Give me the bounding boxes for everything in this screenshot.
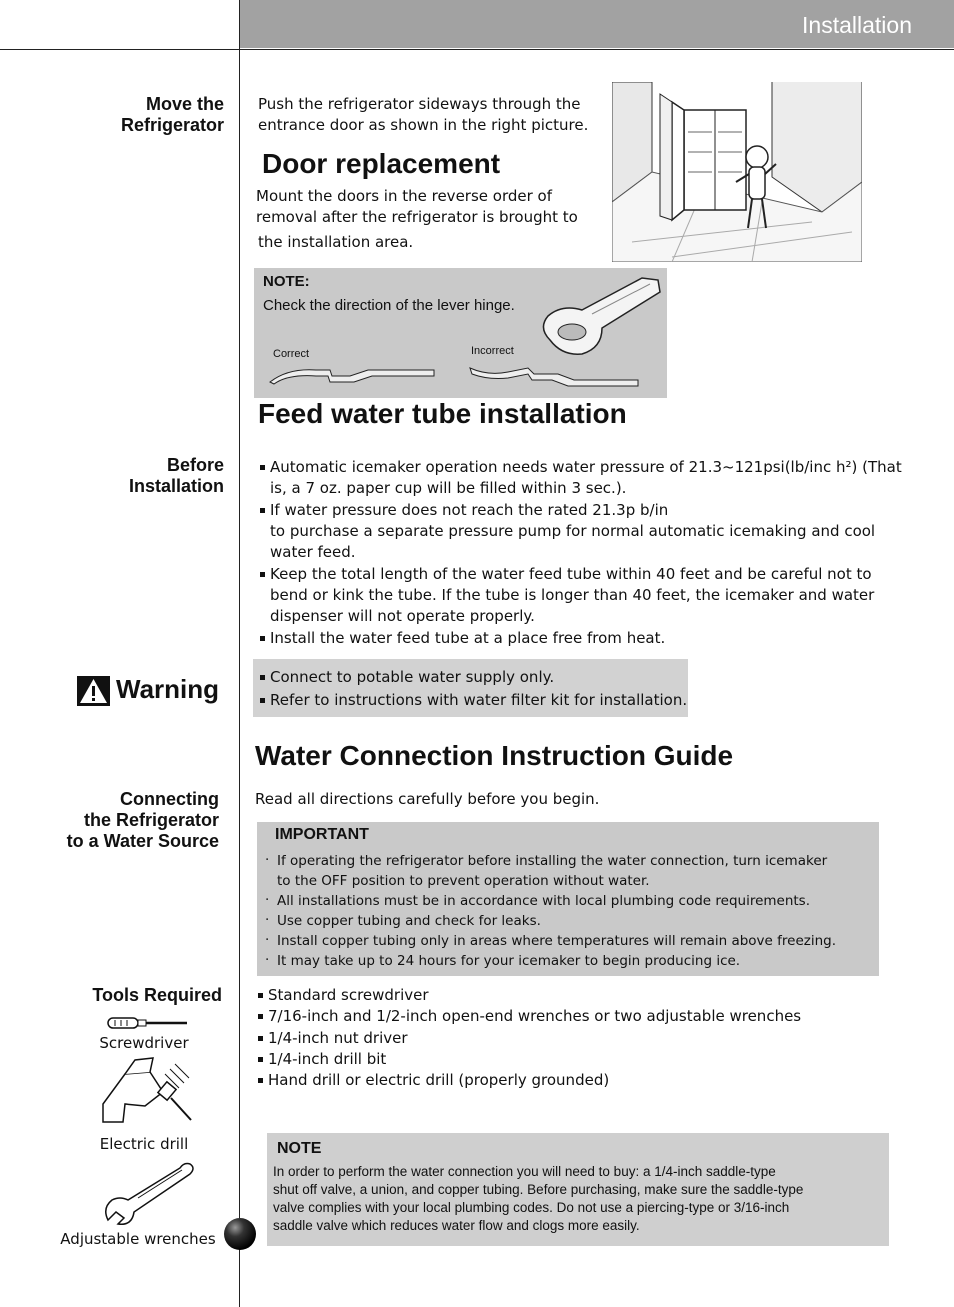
bottom-note-text: In order to perform the water connection you will need to buy: a 1/4-inch saddle-type shut off valve, a union, and copper tubing. Before purchasing, make sure the saddle-type valve complies with your local plumbing codes. Do not use a piercing-type or 3/16-inch saddle valve which reduces water flow and clogs more easily.	[273, 1164, 804, 1233]
important-list	[265, 851, 871, 971]
feed-item: Install the water feed tube at a place free from heat.	[258, 628, 918, 649]
bottom-note-box: NOTE In order to perform the water connection you will need to buy: a 1/4-inch saddle-type shut off valve, a union, and copper tubing. Before purchasing, make sure the saddle-type valve complies with your local plumbing codes. Do not use a piercing-type or 3/16-inch saddle valve which reduces water flow and clogs more easily.	[267, 1133, 889, 1246]
feed-item: If water pressure does not reach the rated 21.3p b/in to purchase a separate pressure pump for normal automatic icemaking and cool water feed.	[258, 500, 918, 563]
tool-item: Hand drill or electric drill (properly grounded)	[256, 1070, 801, 1091]
electric-drill-icon	[95, 1054, 195, 1126]
feed-title: Feed water tube installation	[258, 398, 627, 429]
important-item: · It may take up to 24 hours for your icemaker to begin producing ice.	[265, 951, 871, 971]
lever-hinge-drawing	[532, 270, 666, 360]
side-tools: Tools Required	[92, 985, 222, 1005]
tool-item: Standard screwdriver	[256, 985, 801, 1006]
page-marker-ball	[223, 1217, 257, 1251]
caption-electric-drill: Electric drill	[99, 1135, 189, 1153]
lever-note-box: NOTE: Check the direction of the lever hinge. Correct Incorrect	[254, 268, 667, 398]
side-warning: Warning	[77, 674, 227, 708]
side-connecting: Connecting the Refrigerator to a Water Source	[66, 789, 219, 851]
tool-item: 7/16-inch and 1/2-inch open-end wrenches or two adjustable wrenches	[256, 1006, 801, 1027]
tool-item: 1/4-inch nut driver	[256, 1028, 801, 1049]
margin-rule	[239, 0, 240, 1307]
important-item: · If operating the refrigerator before installing the water connection, turn icemaker to the OFF position to prevent operation without water.	[265, 851, 871, 891]
feed-list	[258, 457, 918, 649]
guide-intro: Read all directions carefully before you begin.	[255, 790, 600, 808]
guide-title: Water Connection Instruction Guide	[255, 740, 734, 771]
screwdriver-icon	[107, 1013, 189, 1033]
feed-item: Keep the total length of the water feed tube within 40 feet and be careful not to bend or kink the tube. If the tube is longer than 40 feet, the icemaker and water dispenser will not operate properly.	[258, 564, 918, 627]
side-move: Move the Refrigerator	[120, 94, 224, 135]
tools-list	[256, 985, 801, 1091]
door-title: Door replacement	[262, 148, 501, 179]
feed-item: Automatic icemaker operation needs water pressure of 21.3~121psi(lb/inc h²) (That is, a 7 oz. paper cup will be filled within 3 sec.).	[258, 457, 918, 499]
move-text: Push the refrigerator sideways through the entrance door as shown in the right picture.	[258, 95, 589, 134]
important-item: · Use copper tubing and check for leaks.	[265, 911, 871, 931]
door-text: Mount the doors in the reverse order of removal after the refrigerator is brought to the installation area.	[256, 187, 578, 251]
header-rule	[0, 49, 954, 50]
tool-item: 1/4-inch drill bit	[256, 1049, 801, 1070]
important-item: · All installations must be in accordance with local plumbing code requirements.	[265, 891, 871, 911]
important-box: IMPORTANT · If operating the refrigerator before installing the water connection, turn icemaker to the OFF position to prevent operation without water. · All installations must be in accordance with local plumbing code requirements. · Use copper tubing and check for leaks. · Install copper tubing only in areas where temperatures will remain above freezing. · It may take up to 24 hours for your icemaker to begin producing ice.	[257, 822, 879, 976]
incorrect-hinge-drawing	[468, 362, 644, 388]
side-before: Before Installation	[128, 455, 224, 496]
caption-adjustable-wrenches: Adjustable wrenches	[60, 1230, 216, 1248]
caption-screwdriver: Screwdriver	[99, 1034, 189, 1052]
adjustable-wrench-icon	[98, 1160, 198, 1226]
warning-icon	[77, 676, 110, 706]
header-title: Installation	[802, 12, 912, 38]
warning-box: Connect to potable water supply only. Refer to instructions with water filter kit for installation.	[253, 659, 688, 717]
refrigerator-entrance-illustration	[612, 82, 862, 262]
correct-hinge-drawing	[268, 364, 438, 386]
important-item: · Install copper tubing only in areas where temperatures will remain above freezing.	[265, 931, 871, 951]
